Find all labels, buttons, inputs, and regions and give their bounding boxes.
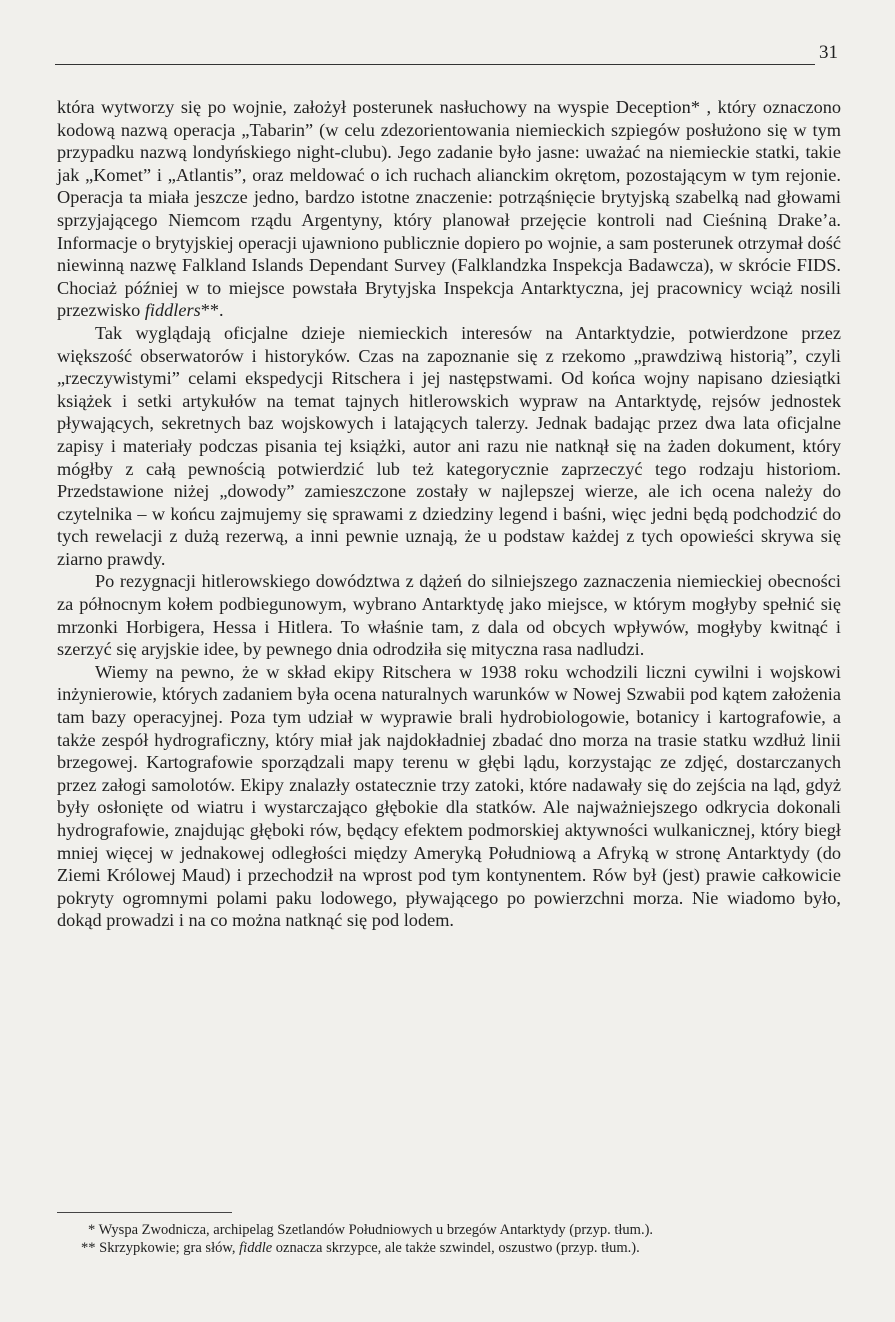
footnote-2-text-end: oznacza skrzypce, ale także szwindel, oszustwo (przyp. tłum.). (272, 1240, 640, 1256)
footnote-rule (57, 1212, 232, 1213)
paragraph-1-italic-term: fiddlers (144, 300, 201, 321)
paragraph-1 (57, 96, 841, 322)
footnote-2-text: ** Skrzypkowie; gra słów, (81, 1240, 240, 1256)
paragraph-3: Po rezygnacji hitlerowskiego dowództwa z dążeń do silniejszego zaznaczenia niemieckiej obecności za północnym kołem podbiegunowym, wybrano Antarktydę jako miejsce, w którym mogłyby spełnić się mrzonki Horbigera, Hessa i Hitlera. To właśnie tam, z dala od obcych wpływów, mogłyby kwitnąć i szerzyć się aryjskie idee, by pewnego dnia odrodziła się mityczna rasa nadludzi. (57, 571, 841, 660)
paragraph-2: Tak wyglądają oficjalne dzieje niemieckich interesów na Antarktydzie, potwierdzone przez większość obserwatorów i historyków. Czas na zapoznanie się z rzekomo „prawdziwą historią”, czyli „rzeczywistymi” celami ekspedycji Ritschera i jej następstwami. Od końca wojny napisano dziesiątki książek i setki artykułów na temat tajnych hitlerowskich wypraw na Antarktydę, rejsów jednostek pływających, sekretnych baz wojskowych i latających talerzy. Jednak badając przez dwa lata oficjalne zapisy i materiały podczas pisania tej książki, autor ani razu nie natknął się na żaden dokument, który mógłby z całą pewnością potwierdzić lub też kategorycznie zaprzeczyć tego rodzaju historiom. Przedstawione niżej „dowody” zamieszczone zostały w najlepszej wierze, ale ich ocena należy do czytelnika – w końcu zajmujemy się sprawami z dziedziny legend i baśni, więc jedni będą podchodzić do tych rewelacji z dużą rezerwą, a inni pewnie uznają, że u podstaw każdej z tych opowieści skrywa się ziarno prawdy. (57, 322, 841, 569)
paragraph-1-footnote-ref: **. (200, 300, 224, 321)
footnote-1: * Wyspa Zwodnicza, archipelag Szetlandów Południowych u brzegów Antarktydy (przyp. tłum.). (88, 1222, 654, 1238)
footnote-2 (57, 1239, 841, 1257)
page-number: 31 (819, 42, 838, 63)
body-text (57, 96, 841, 932)
paragraph-4: Wiemy na pewno, że w skład ekipy Ritschera w 1938 roku wchodzili liczni cywilni i wojskowi inżynierowie, których zadaniem była ocena naturalnych warunków w Nowej Szwabii pod kątem założenia tam bazy operacyjnej. Poza tym udział w wyprawie brali hydrobiologowie, botanicy i kartografowie, a także zespół hydrograficzny, który miał jak najdokładniej zbadać dno morza na trasie statku wzdłuż linii brzegowej. Kartografowie sporządzali mapy terenu w głębi lądu, korzystając ze zdjęć, dostarczanych przez załogi samolotów. Ekipy znalazły ostatecznie trzy zatoki, które nadawały się do zejścia na ląd, gdyż były osłonięte od wiatru i wystarczająco głębokie dla statków. Ale najważniejszego odkrycia dokonali hydrografowie, znajdując głęboki rów, będący efektem podmorskiej aktywności wulkanicznej, który biegł mniej więcej w jednakowej odległości między Ameryką Południową a Afryką w stronę Antarktydy (do Ziemi Królowej Maud) i przechodził na wprost pod tym kontynentem. Rów był (jest) prawie całkowicie pokryty ogromnymi polami paku lodowego, pływającego po powierzchni morza. Nie wiadomo było, dokąd prowadzi i na co można natknąć się pod lodem. (57, 661, 841, 931)
paragraph-1-text: która wytworzy się po wojnie, założył posterunek nasłuchowy na wyspie Deception* , który oznaczono kodową nazwą operacja „Tabarin” (w celu zdezorientowania niemieckich szpiegów posłużono się w tym przypadku nazwą londyńskiego night-clubu). Jego zadanie było jasne: uważać na niemieckie statki, takie jak „Komet” i „Atlantis”, oraz meldować o ich ruchach alianckim okrętom, pozostającym w tym rejonie. Operacja ta miała jeszcze jedno, bardzo istotne znaczenie: potrząśnięcie brytyjską szabelką nad głowami sprzyjającego Niemcom rządu Argentyny, który planował przejęcie kontroli nad Cieśniną Drake’a. Informacje o brytyjskiej operacji ujawniono publicznie dopiero po wojnie, a sam posterunek otrzymał dość niewinną nazwę Falkland Islands Dependant Survey (Falklandzka Inspekcja Badawcza), w skrócie FIDS. Chociaż później w to miejsce powstała Brytyjska Inspekcja Antarktyczna, jej pracownicy wciąż nosili przezwisko (57, 97, 841, 321)
header-rule (55, 64, 815, 65)
footnote-2-italic-term: fiddle (239, 1240, 273, 1256)
footnotes (57, 1221, 841, 1257)
